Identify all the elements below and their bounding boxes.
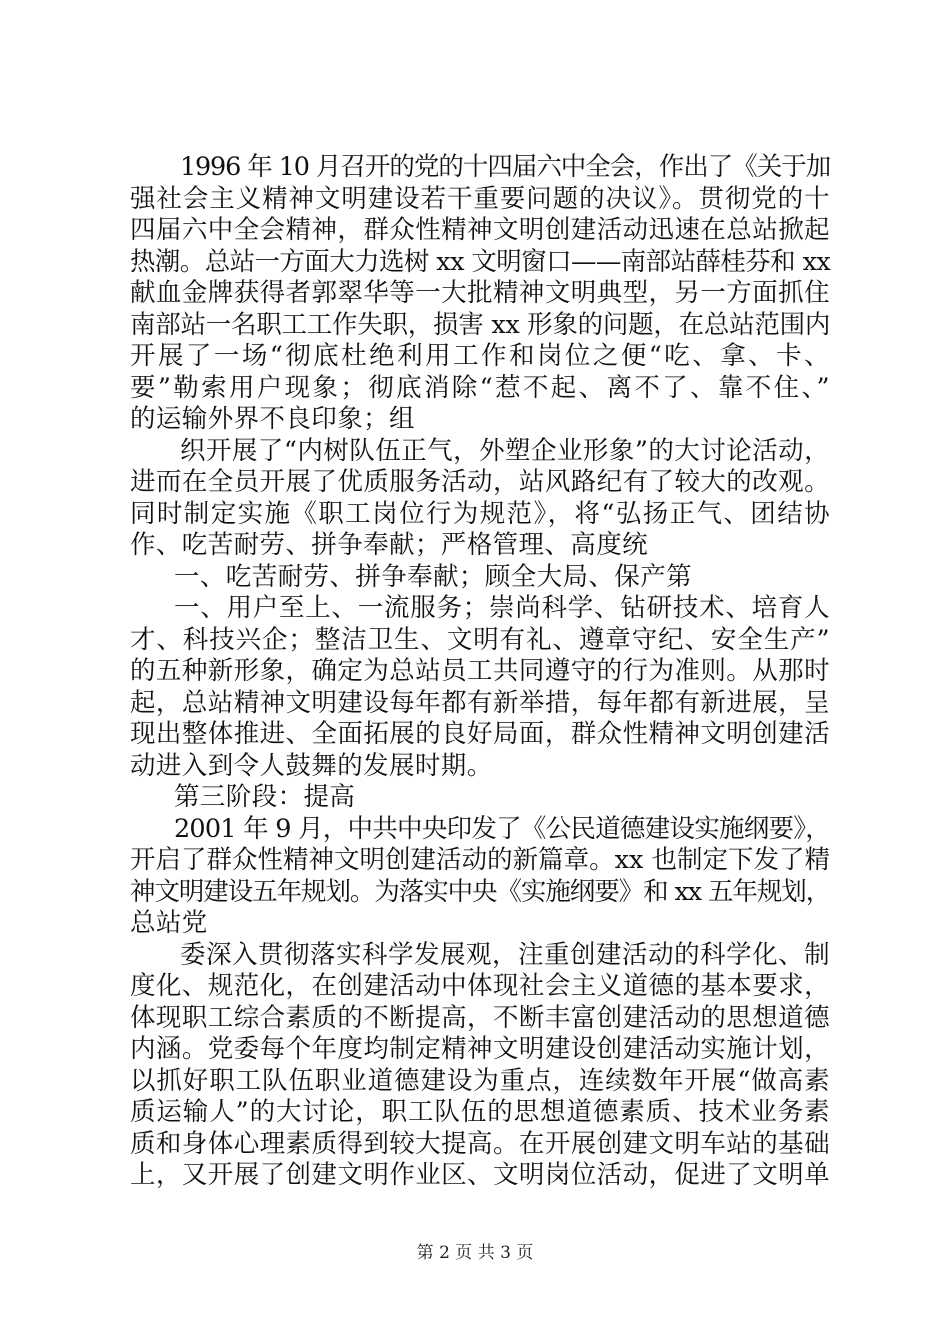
text-line: 进而在全员开展了优质服务活动，站风路纪有了较大的改观。 <box>130 467 830 497</box>
text-line: 作、吃苦耐劳、拼争奉献；严格管理、高度统 <box>130 530 649 560</box>
text-line: 动进入到令人鼓舞的发展时期。 <box>130 750 493 781</box>
text-line: 一、吃苦耐劳、拼争奉献；顾全大局、保产第 <box>174 561 693 592</box>
text-line: 的运输外界不良印象；组 <box>130 404 415 434</box>
document-body <box>130 152 830 1192</box>
text-line: 一、用户至上、一流服务；崇尚科学、钻研技术、培育人 <box>174 593 830 623</box>
text-line: 内涵。党委每个年度均制定精神文明建设创建活动实施计划， <box>130 1034 830 1064</box>
text-line: 强社会主义精神文明建设若干重要问题的决议》。贯彻党的十 <box>130 183 830 214</box>
text-line: 以抓好职工队伍职业道德建设为重点，连续数年开展“做高素 <box>130 1065 830 1096</box>
text-line: 同时制定实施《职工岗位行为规范》，将“弘扬正气、团结协 <box>130 498 830 529</box>
text-line: 1996 年 10 月召开的党的十四届六中全会，作出了《关于加 <box>180 152 830 182</box>
section-heading: 第三阶段：提高 <box>174 782 356 812</box>
text-line: 起，总站精神文明建设每年都有新举措，每年都有新进展，呈 <box>130 687 830 718</box>
text-line: 南部站一名职工工作失职，损害 xx 形象的问题，在总站范围内 <box>130 309 830 340</box>
text-line: 质和身体心理素质得到较大提高。在开展创建文明车站的基础 <box>130 1128 830 1159</box>
text-line: 神文明建设五年规划。为落实中央《实施纲要》和 xx 五年规划， <box>130 876 830 907</box>
text-line: 现出整体推进、全面拓展的良好局面，群众性精神文明创建活 <box>130 719 830 749</box>
text-line: 四届六中全会精神，群众性精神文明创建活动迅速在总站掀起 <box>130 215 830 245</box>
text-line: 总站党 <box>130 908 208 938</box>
text-line: 体现职工综合素质的不断提高，不断丰富创建活动的思想道德 <box>130 1002 830 1033</box>
text-line: 织开展了“内树队伍正气，外塑企业形象”的大讨论活动， <box>180 435 830 466</box>
text-line: 度化、规范化，在创建活动中体现社会主义道德的基本要求， <box>130 971 830 1001</box>
text-line: 才、科技兴企；整洁卫生、文明有礼、遵章守纪、安全生产” <box>130 624 830 655</box>
text-line: 的五种新形象，确定为总站员工共同遵守的行为准则。从那时 <box>130 656 830 686</box>
page-number-footer: 第 2 页 共 3 页 <box>416 1243 534 1263</box>
text-line: 上，又开展了创建文明作业区、文明岗位活动，促进了文明单 <box>130 1160 830 1190</box>
text-line: 献血金牌获得者郭翠华等一大批精神文明典型，另一方面抓住 <box>130 278 830 308</box>
text-line: 热潮。总站一方面大力选树 xx 文明窗口——南部站薛桂芬和 xx <box>130 246 831 277</box>
text-line: 开展了一场“彻底杜绝利用工作和岗位之便“吃、拿、卡、 <box>130 341 830 371</box>
text-line: 2001 年 9 月，中共中央印发了《公民道德建设实施纲要》， <box>174 813 830 844</box>
text-line: 开启了群众性精神文明创建活动的新篇章。xx 也制定下发了精 <box>130 845 830 875</box>
text-line: 质运输人”的大讨论，职工队伍的思想道德素质、技术业务素 <box>130 1097 830 1127</box>
text-line: 要”勒索用户现象；彻底消除“惹不起、离不了、靠不住、” <box>130 372 830 403</box>
text-line: 委深入贯彻落实科学发展观，注重创建活动的科学化、制 <box>180 939 830 970</box>
